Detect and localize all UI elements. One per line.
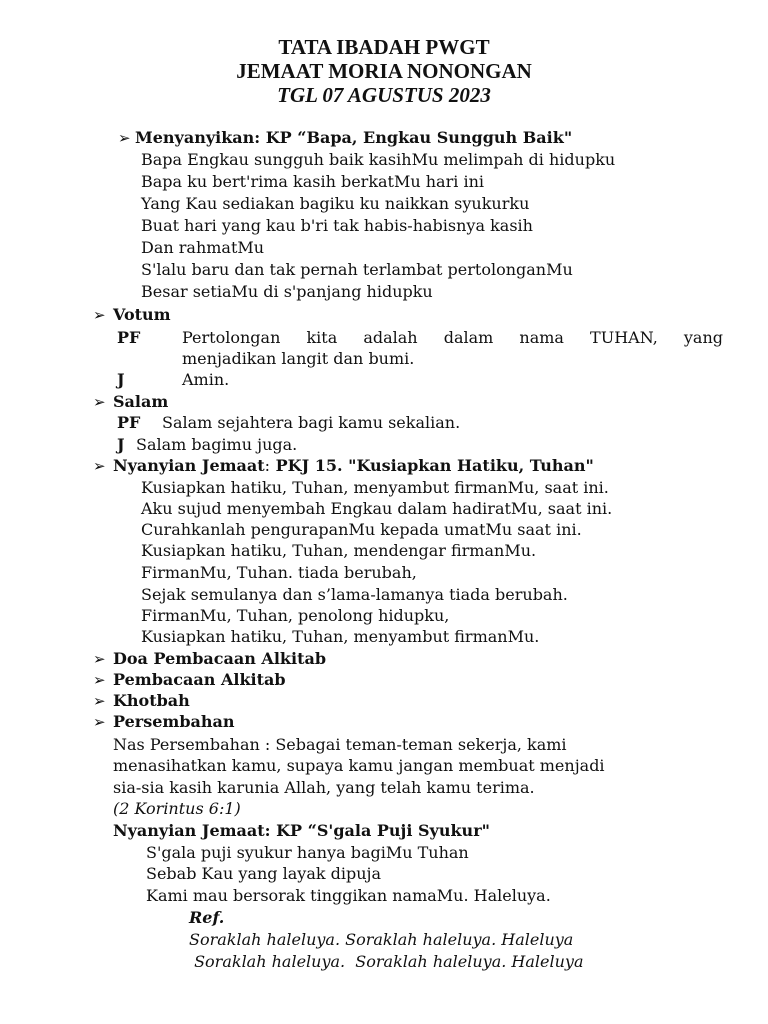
heading-colon: : — [264, 456, 271, 475]
lyric-line: Aku sujud menyembah Engkau dalam hadiratMu, saat ini. — [141, 499, 613, 518]
arrow-bullet-icon: ➢ — [93, 692, 106, 710]
refrain-line: Soraklah haleluya. Soraklah haleluya. Haleluya — [189, 930, 574, 949]
lyric-line: Sejak semulanya dan s’lama-lamanya tiada berubah. — [141, 585, 568, 604]
role-label-pf: PF — [117, 413, 141, 432]
lyric-line: FirmanMu, Tuhan, penolong hidupku, — [141, 606, 450, 625]
nas-line: Nas Persembahan : Sebagai teman-teman sekerja, kami — [113, 735, 567, 754]
lyric-line: Bapa Engkau sungguh baik kasihMu melimpah di hidupku — [141, 150, 616, 169]
arrow-bullet-icon: ➢ — [93, 650, 106, 668]
arrow-bullet-icon: ➢ — [93, 393, 106, 411]
lyric-line: S'lalu baru dan tak pernah terlambat pertolonganMu — [141, 260, 573, 279]
refrain-line: Soraklah haleluya. Soraklah haleluya. Haleluya — [189, 952, 584, 971]
scripture-reference: (2 Korintus 6:1) — [113, 799, 241, 818]
lyric-line: S'gala puji syukur hanya bagiMu Tuhan — [146, 843, 469, 862]
heading-song-title: PKJ 15. "Kusiapkan Hatiku, Tuhan" — [270, 456, 594, 475]
congregation-name: JEMAAT MORIA NONONGAN — [236, 59, 532, 83]
lyric-line: Dan rahmatMu — [141, 238, 265, 257]
arrow-bullet-icon: ➢ — [93, 671, 106, 689]
lyric-line: Kusiapkan hatiku, Tuhan, menyambut firmanMu, saat ini. — [141, 478, 609, 497]
document-title: TATA IBADAH PWGT — [278, 35, 490, 59]
arrow-bullet-icon: ➢ — [93, 457, 106, 475]
section-heading-menyanyikan: Menyanyikan: KP “Bapa, Engkau Sungguh Baik" — [135, 128, 573, 147]
role-label-j: J — [117, 370, 125, 389]
lyric-line: Yang Kau sediakan bagiku ku naikkan syukurku — [141, 194, 530, 213]
nas-line: menasihatkan kamu, supaya kamu jangan membuat menjadi — [113, 756, 605, 775]
section-heading-pembacaan: Pembacaan Alkitab — [113, 670, 286, 689]
nas-line: sia-sia kasih karunia Allah, yang telah kamu terima. — [113, 778, 535, 797]
lyric-line: Bapa ku bert'rima kasih berkatMu hari ini — [141, 172, 484, 191]
role-label-j: J — [117, 435, 125, 454]
lyric-line: Besar setiaMu di s'panjang hidupku — [141, 282, 433, 301]
arrow-bullet-icon: ➢ — [93, 713, 106, 731]
section-heading-doa: Doa Pembacaan Alkitab — [113, 649, 327, 668]
heading-prefix: Nyanyian Jemaat — [113, 456, 265, 475]
lyric-line: Curahkanlah pengurapanMu kepada umatMu saat ini. — [141, 520, 582, 539]
role-label-pf: PF — [117, 328, 141, 347]
lyric-line: Kusiapkan hatiku, Tuhan, menyambut firmanMu. — [141, 627, 540, 646]
votum-pf-text-continued: menjadikan langit dan bumi. — [182, 349, 415, 368]
salam-pf-text: Salam sejahtera bagi kamu sekalian. — [162, 413, 461, 432]
section-heading-khotbah: Khotbah — [113, 691, 190, 710]
service-date: TGL 07 AGUSTUS 2023 — [277, 83, 491, 107]
votum-j-text: Amin. — [182, 370, 230, 389]
lyric-line: FirmanMu, Tuhan. tiada berubah, — [141, 563, 417, 582]
arrow-bullet-icon: ➢ — [93, 306, 106, 324]
salam-j-text: Salam bagimu juga. — [136, 435, 298, 454]
section-heading-nyanyian-jemaat — [113, 456, 594, 476]
refrain-label: Ref. — [189, 908, 225, 927]
lyric-line: Sebab Kau yang layak dipuja — [146, 864, 382, 883]
lyric-line: Kusiapkan hatiku, Tuhan, mendengar firmanMu. — [141, 541, 537, 560]
section-heading-persembahan: Persembahan — [113, 712, 235, 731]
song-heading: Nyanyian Jemaat: KP “S'gala Puji Syukur" — [113, 821, 490, 840]
lyric-line: Buat hari yang kau b'ri tak habis-habisnya kasih — [141, 216, 533, 235]
lyric-line: Kami mau bersorak tinggikan namaMu. Haleluya. — [146, 886, 551, 905]
section-heading-salam: Salam — [113, 392, 169, 411]
arrow-bullet-icon: ➢ — [118, 129, 131, 147]
section-heading-votum: Votum — [113, 305, 171, 324]
votum-pf-text: Pertolongan kita adalah dalam nama TUHAN, yang — [182, 328, 723, 347]
